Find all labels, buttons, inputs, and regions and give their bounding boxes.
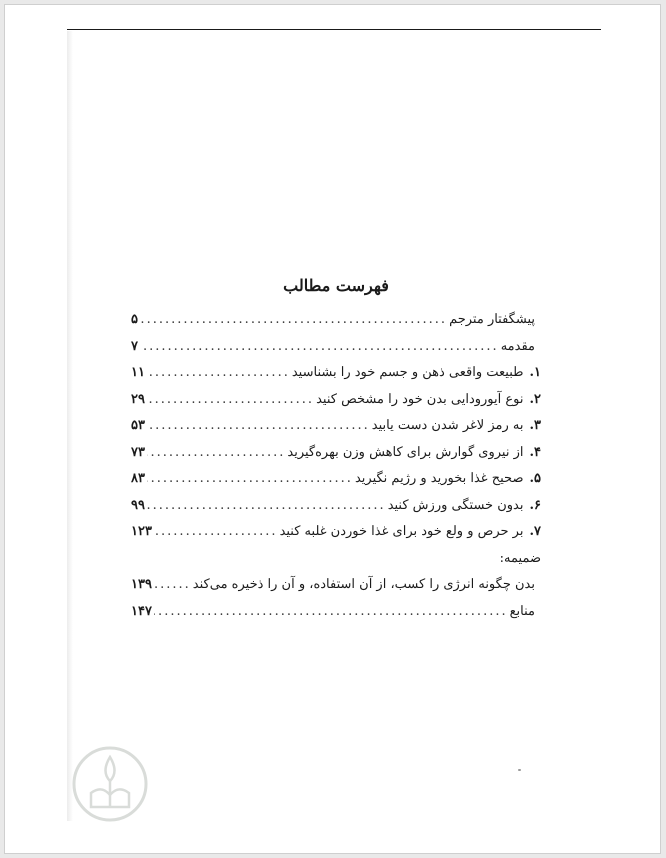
entry-title: به رمز لاغر شدن دست یابید	[371, 418, 524, 433]
entry-page-number: ۷۳	[131, 444, 145, 460]
entry-title: طبیعت واقعی ذهن و جسم خود را بشناسید	[291, 365, 524, 380]
entry-title: مقدمه	[500, 338, 535, 354]
entry-title: پیشگفتار مترجم	[449, 312, 535, 327]
entry-number: ۷.	[529, 524, 541, 539]
entry-title: ضمیمه:	[499, 550, 541, 566]
toc-entry	[131, 307, 541, 334]
entry-title: بدون خستگی ورزش کنید	[387, 497, 524, 513]
leader-dots	[154, 519, 278, 546]
seal-watermark-icon	[71, 745, 149, 823]
table-of-contents	[131, 275, 541, 625]
entry-title: از نیروی گوارش برای کاهش وزن بهره‌گیرید	[287, 444, 524, 460]
entry-page-number: ۱۲۳	[131, 524, 152, 539]
leader-dots	[147, 493, 386, 520]
toc-entry	[131, 466, 541, 493]
toc-entry	[131, 387, 541, 414]
entry-page-number: ۵۳	[131, 418, 145, 433]
toc-entry	[131, 519, 541, 546]
leader-dots	[147, 387, 314, 414]
leader-dots	[140, 307, 447, 334]
entry-title: منابع	[509, 603, 535, 619]
toc-entry	[131, 599, 541, 626]
entry-page-number: ۱۳۹	[131, 577, 152, 592]
entry-page-number: ۲۹	[131, 391, 145, 407]
leader-dots	[154, 599, 508, 626]
leader-dots	[147, 466, 353, 493]
top-rule	[67, 29, 601, 30]
leader-dots	[147, 440, 285, 467]
toc-entry	[131, 413, 541, 440]
toc-entry	[131, 440, 541, 467]
entry-page-number: ۷	[131, 338, 138, 354]
entry-page-number: ۱۴۷	[131, 603, 152, 619]
entry-number: ۲.	[529, 391, 541, 407]
toc-section-heading	[131, 546, 541, 573]
entry-title: نوع آیورودایی بدن خود را مشخص کنید	[316, 391, 524, 407]
entry-number: ۴.	[529, 444, 541, 460]
entry-title: بدن چگونه انرژی را کسب، از آن استفاده، و آن را ذخیره می‌کند	[192, 577, 535, 592]
entry-number: ۳.	[529, 418, 541, 433]
leader-dots	[147, 413, 370, 440]
leader-dots	[154, 572, 191, 599]
toc-entry	[131, 334, 541, 361]
entry-title: صحیح غذا بخورید و رژیم نگیرید	[354, 471, 524, 486]
toc-entry	[131, 572, 541, 599]
entry-page-number: ۹۹	[131, 497, 145, 513]
entry-page-number: ۵	[131, 312, 138, 327]
toc-title: فهرست مطالب	[283, 276, 389, 295]
entry-number: ۵.	[529, 471, 541, 486]
entry-number: ۱.	[529, 365, 541, 380]
scan-speck	[518, 769, 521, 771]
leader-dots	[140, 334, 499, 361]
entry-number: ۶.	[529, 497, 541, 513]
entry-page-number: ۸۳	[131, 471, 145, 486]
page-gutter-shadow	[67, 31, 73, 821]
leader-dots	[147, 360, 290, 387]
toc-entry	[131, 360, 541, 387]
entry-page-number: ۱۱	[131, 365, 145, 380]
toc-entry	[131, 493, 541, 520]
document-page	[5, 5, 660, 853]
entry-title: بر حرص و ولع خود برای غذا خوردن غلبه کنید	[279, 524, 524, 539]
